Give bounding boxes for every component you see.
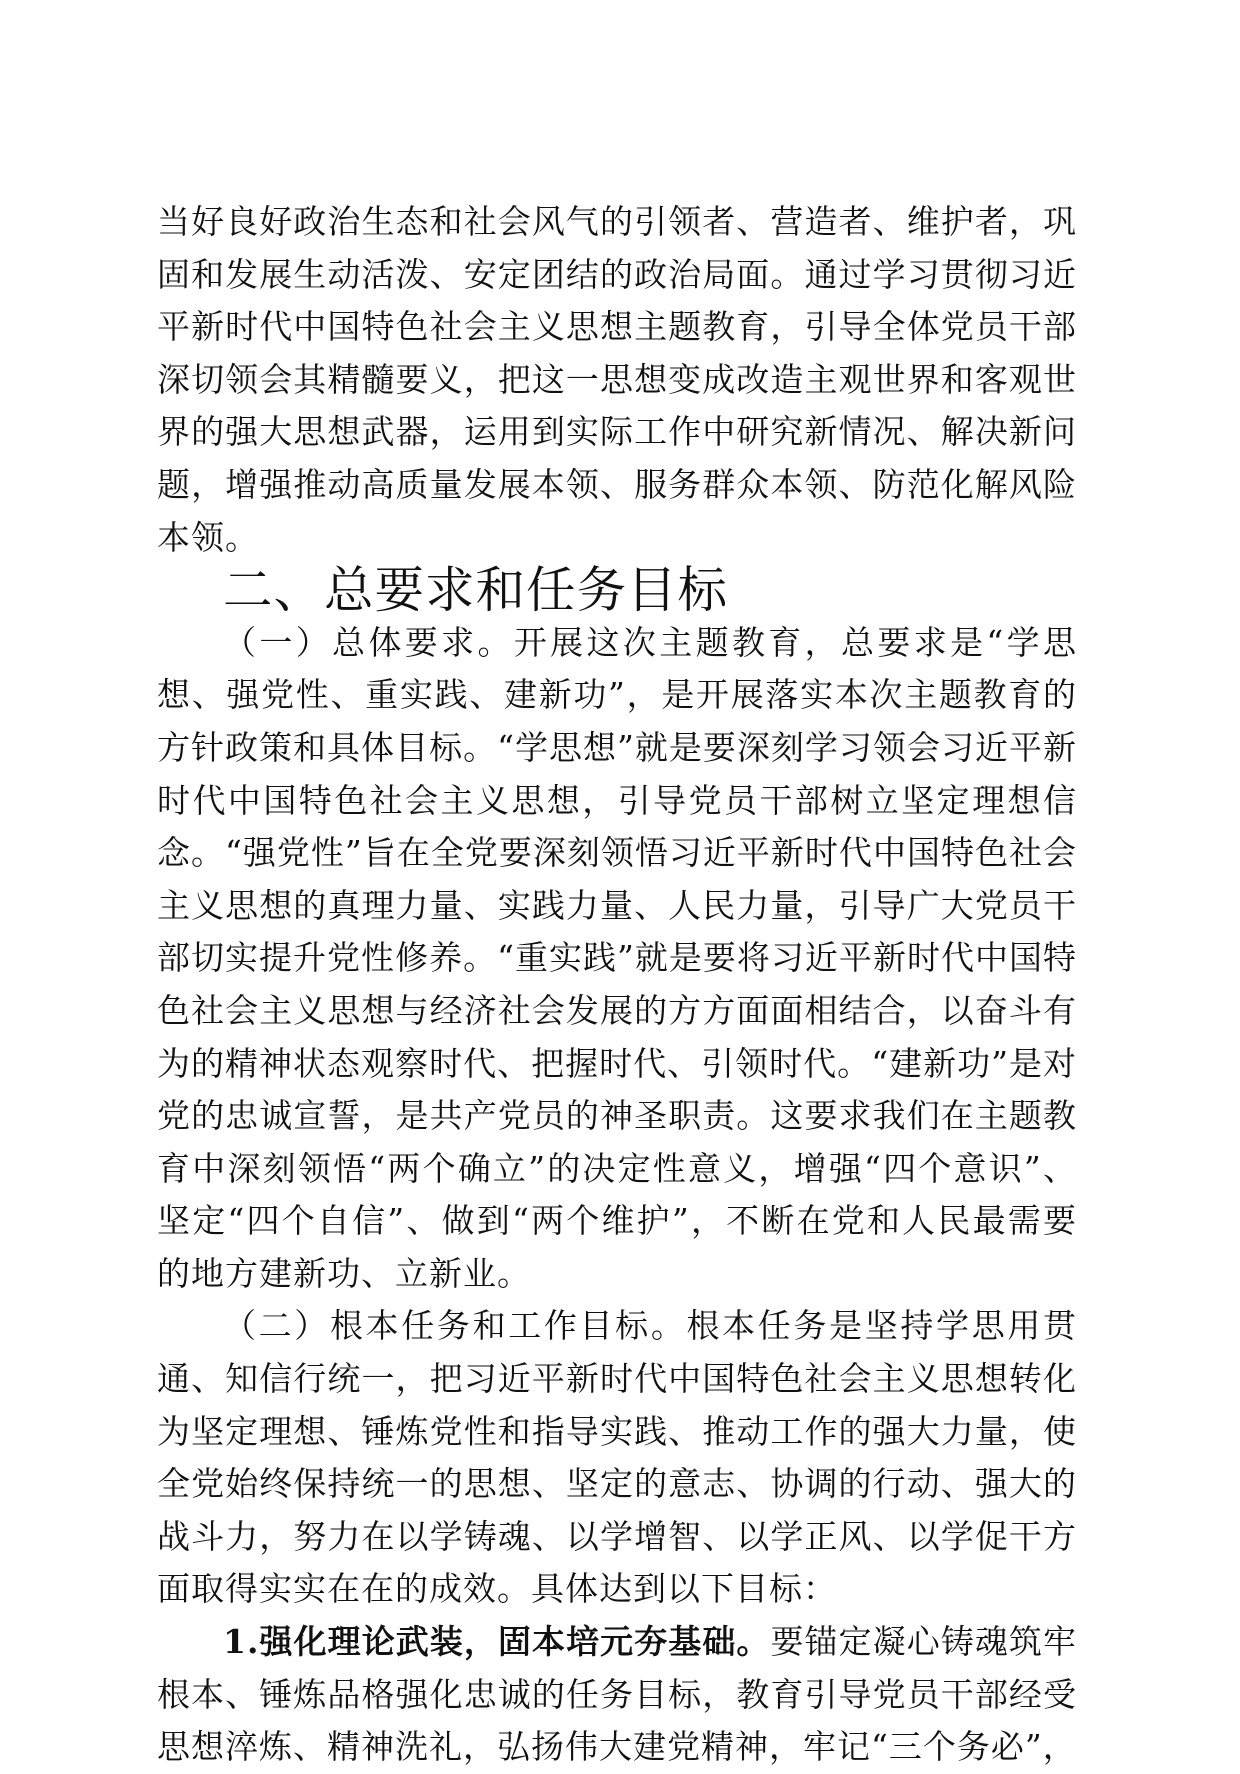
paragraph-text: 开展这次主题教育，总要求是“学思想、强党性、重实践、建新功”，是开展落实本次主题教育的方针政策和具体目标。“学思想”就是要深刻学习领会习近平新时代中国特色社会主义思想，引导党员干部树立坚定理想信念。“强党性”旨在全党要深刻领悟习近平新时代中国特色社会主义思想的真理力量、实践力量、人民力量，引导广大党员干部切实提升党性修养。“重实践”就是要将习近平新时代中国特色社会主义思想与经济社会发展的方方面面相结合，以奋斗有为的精神状态观察时代、把握时代、引领时代。“建新功”是对党的忠诚宣誓，是共产党员的神圣职责。这要求我们在主题教育中深刻领悟“两个确立”的决定性意义，增强“四个意识”、坚定“四个自信”、做到“两个维护”，不断在党和人民最需要的地方建新功、立新业。 bbox=[157, 622, 1077, 1293]
paragraph-goal-1 bbox=[157, 1616, 1077, 1774]
paragraph-text: 当好良好政治生态和社会风气的引领者、营造者、维护者，巩固和发展生动活泼、安定团结的政治局面。通过学习贯彻习近平新时代中国特色社会主义思想主题教育，引导全体党员干部深切领会其精髓要义，把这一思想变成改造主观世界和客观世界的强大思想武器，运用到实际工作中研究新情况、解决新问题，增强推动高质量发展本领、服务群众本领、防范化解风险本领。 bbox=[157, 202, 1077, 557]
paragraph-overall-requirements bbox=[157, 617, 1077, 1301]
subheading-lead: （一）总体要求。 bbox=[223, 622, 514, 662]
paragraph-text: 根本任务是坚持学思用贯通、知信行统一，把习近平新时代中国特色社会主义思想转化为坚定理想、锤炼党性和指导实践、推动工作的强大力量，使全党始终保持统一的思想、坚定的意志、协调的行动、强大的战斗力，努力在以学铸魂、以学增智、以学正风、以学促干方面取得实实在在的成效。具体达到以下目标： bbox=[157, 1306, 1078, 1609]
paragraph-fundamental-tasks bbox=[157, 1300, 1077, 1616]
paragraph-intro-continued bbox=[157, 196, 1077, 564]
heading-text: 二、总要求和任务目标 bbox=[223, 561, 728, 620]
bold-lead: 1.强化理论武装，固本培元夯基础。 bbox=[223, 1622, 771, 1662]
paragraph-text: 要锚定凝心铸魂筑牢根本、锤炼品格强化忠诚的任务目标，教育引导党员干部经受思想淬炼、精神洗礼，弘扬伟大建党精神，牢记“三个务必”， bbox=[157, 1622, 1077, 1767]
section-heading-2 bbox=[157, 561, 1077, 620]
subheading-lead: （二）根本任务和工作目标。 bbox=[223, 1306, 687, 1346]
document-body bbox=[157, 196, 1077, 1774]
